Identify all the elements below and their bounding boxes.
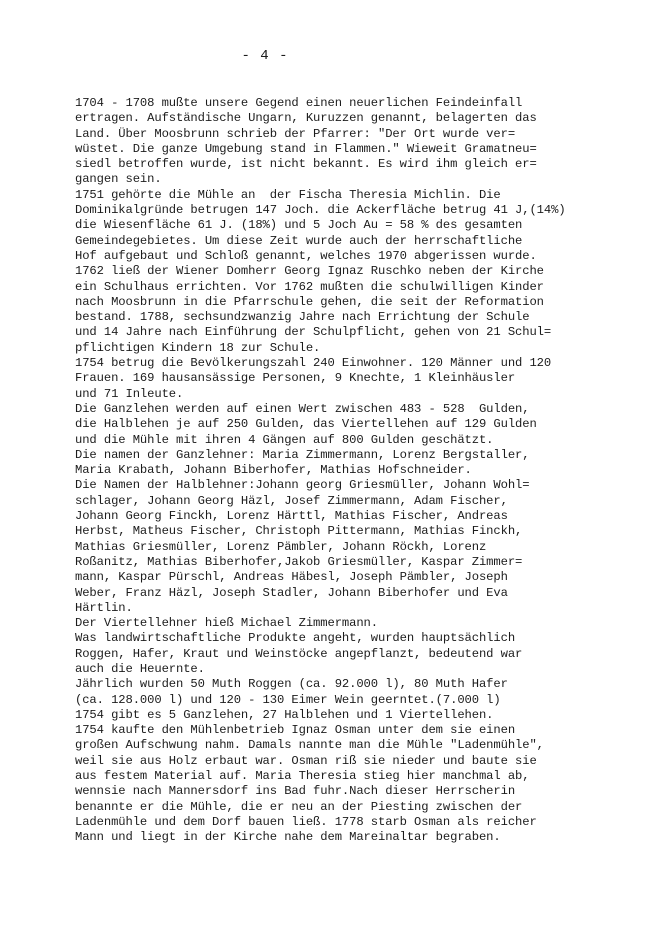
text-line: ertragen. Aufständische Ungarn, Kuruzzen genannt, belagerten das [75, 111, 537, 126]
text-line: bestand. 1788, sechsundzwanzig Jahre nach Errichtung der Schule [75, 310, 530, 325]
text-line: gangen sein. [75, 172, 162, 187]
text-line: Maria Krabath, Johann Biberhofer, Mathias Hofschneider. [75, 463, 472, 478]
text-line: aus festem Material auf. Maria Theresia stieg hier manchmal ab, [75, 769, 530, 784]
text-line: Der Viertellehner hieß Michael Zimmermann. [75, 616, 378, 631]
text-line: Weber, Franz Häzl, Joseph Stadler, Johann Biberhofer und Eva [75, 585, 508, 600]
text-line: Mathias Griesmüller, Lorenz Pämbler, Johann Röckh, Lorenz [75, 539, 487, 554]
text-line: mann, Kaspar Pürschl, Andreas Häbesl, Joseph Pämbler, Joseph [75, 570, 508, 585]
text-line: schlager, Johann Georg Häzl, Josef Zimmermann, Adam Fischer, [75, 493, 508, 508]
text-line: Roggen, Hafer, Kraut und Weinstöcke angepflanzt, bedeutend war [75, 646, 523, 661]
text-line: Die Namen der Halblehner:Johann georg Griesmüller, Johann Wohl= [75, 478, 530, 493]
text-line: ein Schulhaus errichten. Vor 1762 mußten die schulwilligen Kinder [75, 279, 544, 294]
text-line: Jährlich wurden 50 Muth Roggen (ca. 92.000 l), 80 Muth Hafer [75, 677, 508, 692]
text-line: 1762 ließ der Wiener Domherr Georg Ignaz Ruschko neben der Kirche [75, 264, 544, 279]
text-line: und 14 Jahre nach Einführung der Schulpflicht, gehen von 21 Schul= [75, 325, 552, 340]
text-line: Die Ganzlehen werden auf einen Wert zwischen 483 - 528 Gulden, [75, 401, 530, 416]
text-line: Härtlin. [75, 600, 133, 615]
text-line: wüstet. Die ganze Umgebung stand in Flammen." Wieweit Gramatneu= [75, 141, 537, 156]
text-line: benannte er die Mühle, die er neu an der Piesting zwischen der [75, 799, 523, 814]
text-line: Gemeindegebietes. Um diese Zeit wurde auch der herrschaftliche [75, 233, 523, 248]
text-line: Land. Über Moosbrunn schrieb der Pfarrer: "Der Ort wurde ver= [75, 126, 516, 141]
body-text [75, 96, 620, 846]
text-line: 1704 - 1708 mußte unsere Gegend einen neuerlichen Feindeinfall [75, 96, 523, 110]
text-line: pflichtigen Kindern 18 zur Schule. [75, 340, 321, 355]
text-line: die Wiesenfläche 61 J. (18%) und 5 Joch Au = 58 % des gesamten [75, 218, 523, 233]
text-line: nach Moosbrunn in die Pfarrschule gehen, die seit der Reformation [75, 294, 544, 309]
text-line: 1754 betrug die Bevölkerungszahl 240 Einwohner. 120 Männer und 120 [75, 356, 552, 371]
text-line: 1754 kaufte den Mühlenbetrieb Ignaz Osman unter dem sie einen [75, 723, 516, 738]
page-number: - 4 - [241, 48, 289, 64]
text-line: Herbst, Matheus Fischer, Christoph Pittermann, Mathias Finckh, [75, 524, 523, 539]
text-line: 1751 gehörte die Mühle an der Fischa Theresia Michlin. Die [75, 187, 501, 202]
text-line: Hof aufgebaut und Schloß genannt, welches 1970 abgerissen wurde. [75, 248, 537, 263]
text-line: Was landwirtschaftliche Produkte angeht, wurden hauptsächlich [75, 631, 516, 646]
text-line: wennsie nach Mannersdorf ins Bad fuhr.Nach dieser Herrscherin [75, 784, 516, 799]
text-line: 1754 gibt es 5 Ganzlehen, 27 Halblehen und 1 Viertellehen. [75, 707, 494, 722]
text-line: Mann und liegt in der Kirche nahe dem Mareinaltar begraben. [75, 830, 501, 845]
text-line: Roßanitz, Mathias Biberhofer,Jakob Griesmüller, Kaspar Zimmer= [75, 554, 523, 569]
text-line: Ladenmühle und dem Dorf bauen ließ. 1778 starb Osman als reicher [75, 814, 537, 829]
text-line: und die Mühle mit ihren 4 Gängen auf 800 Gulden geschätzt. [75, 432, 494, 447]
text-line: Johann Georg Finckh, Lorenz Härttl, Mathias Fischer, Andreas [75, 509, 508, 524]
text-line: großen Aufschwung nahm. Damals nannte man die Mühle "Ladenmühle", [75, 738, 544, 753]
text-line: Dominikalgründe betrugen 147 Joch. die Ackerfläche betrug 41 J,(14%) [75, 203, 566, 218]
text-line: auch die Heuernte. [75, 661, 205, 676]
text-line: siedl betroffen wurde, ist nicht bekannt. Es wird ihm gleich er= [75, 157, 537, 172]
text-line: und 71 Inleute. [75, 386, 184, 401]
text-line: Die namen der Ganzlehner: Maria Zimmermann, Lorenz Bergstaller, [75, 447, 530, 462]
text-line: die Halblehen je auf 250 Gulden, das Viertellehen auf 129 Gulden [75, 417, 537, 432]
text-line: (ca. 128.000 l) und 120 - 130 Eimer Wein geerntet.(7.000 l) [75, 692, 501, 707]
text-line: weil sie aus Holz erbaut war. Osman riß sie nieder und baute sie [75, 753, 537, 768]
text-line: Frauen. 169 hausansässige Personen, 9 Knechte, 1 Kleinhäusler [75, 371, 516, 386]
